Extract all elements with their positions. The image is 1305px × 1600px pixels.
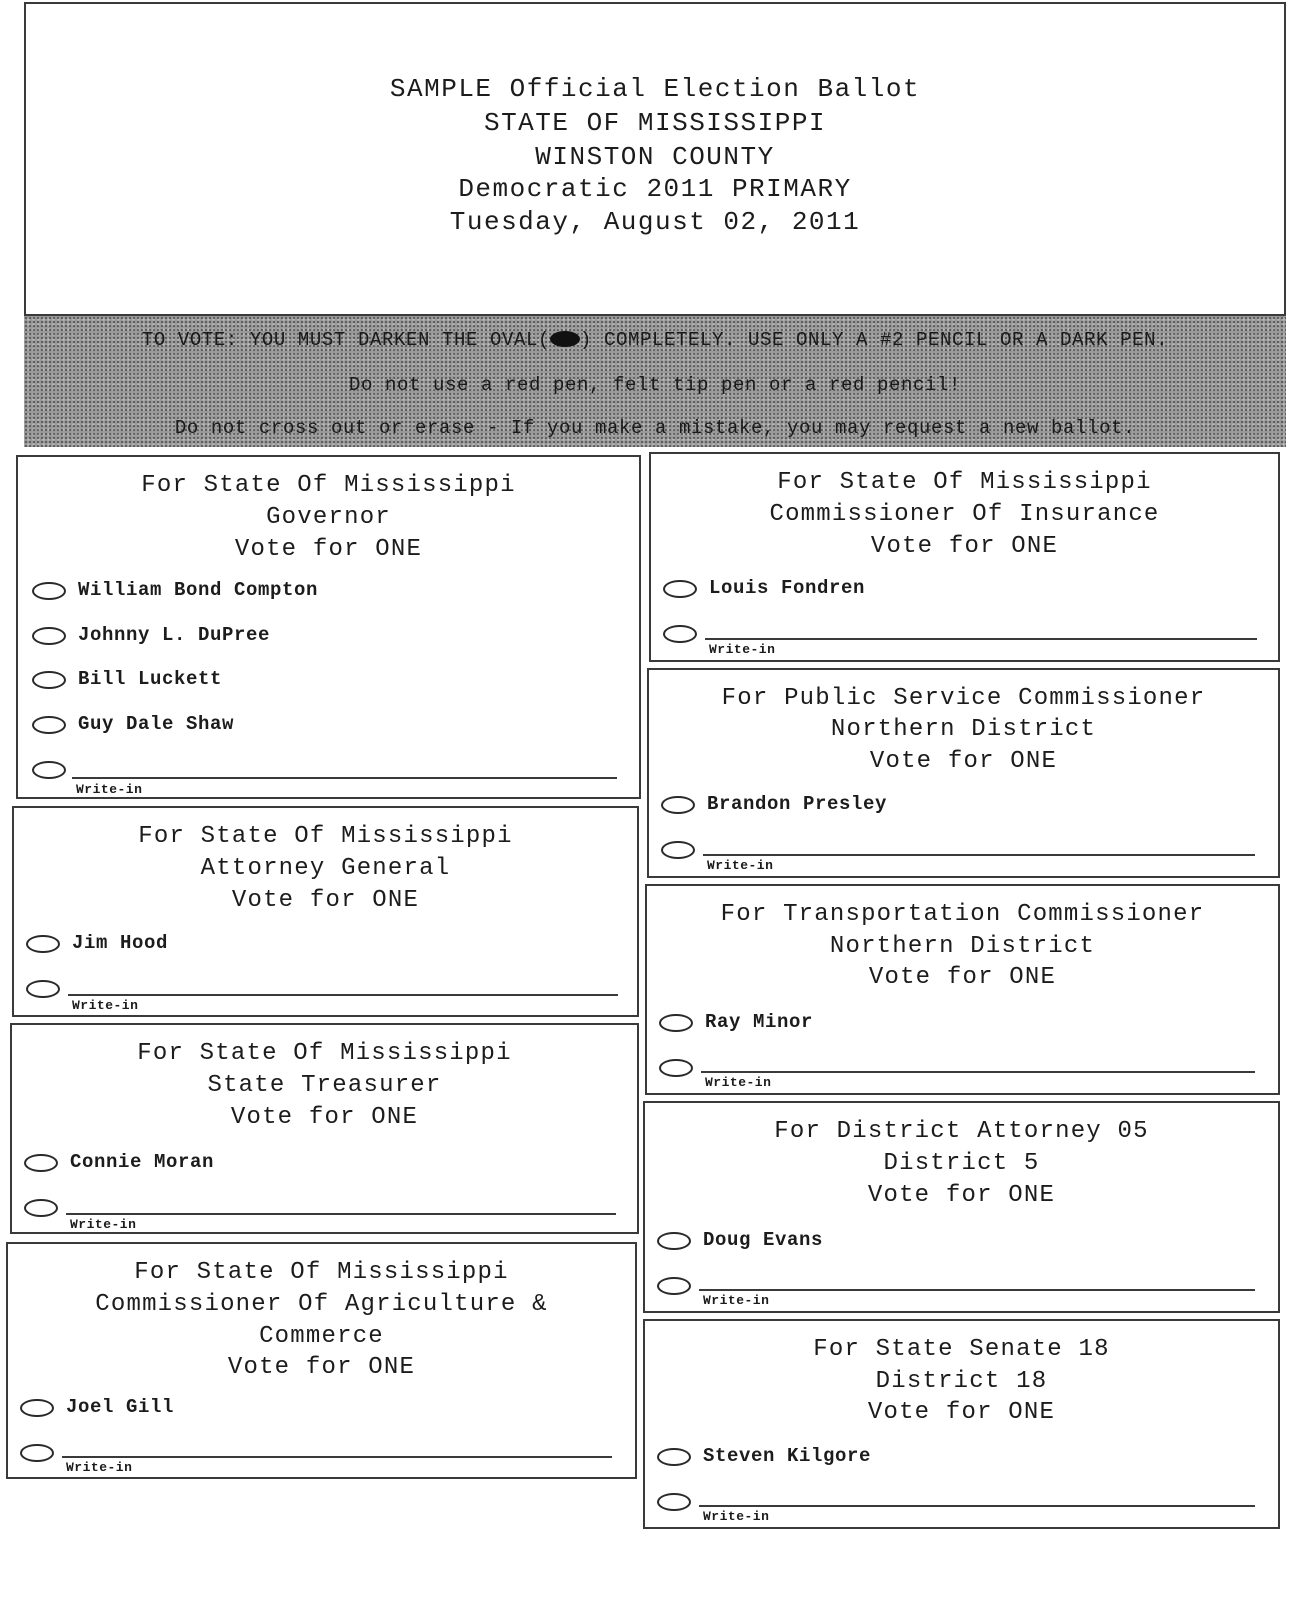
candidate-name: Ray Minor: [705, 1011, 814, 1033]
write-in-field[interactable]: [68, 994, 618, 996]
race-vote-instruction: Vote for ONE: [868, 964, 1057, 991]
write-in-oval[interactable]: [26, 980, 60, 998]
candidate-name: Joel Gill: [66, 1396, 175, 1418]
candidate-name: Doug Evans: [703, 1229, 824, 1251]
candidate-oval[interactable]: [657, 1448, 691, 1466]
write-in-field[interactable]: [703, 854, 1255, 856]
race-office: Attorney General: [200, 855, 451, 882]
instruction-line-1-start: TO VOTE: YOU MUST DARKEN THE OVAL(: [141, 329, 550, 351]
candidate-oval[interactable]: [659, 1014, 693, 1032]
race-title-line: For Transportation Commissioner: [720, 901, 1205, 928]
write-in-field[interactable]: [699, 1289, 1255, 1291]
race-office-continued: Commerce: [259, 1323, 384, 1350]
race-vote-instruction: Vote for ONE: [227, 1354, 416, 1381]
write-in-field[interactable]: [701, 1071, 1255, 1073]
race-vote-instruction: Vote for ONE: [867, 1182, 1056, 1209]
write-in-oval[interactable]: [657, 1493, 691, 1511]
race-state-treasurer: [10, 1023, 639, 1234]
race-attorney-general: [12, 806, 639, 1017]
candidate-oval[interactable]: [661, 796, 695, 814]
candidate-name: Steven Kilgore: [703, 1445, 872, 1467]
ballot-county: WINSTON COUNTY: [535, 142, 775, 172]
write-in-label: Write-in: [76, 782, 143, 797]
race-vote-instruction: Vote for ONE: [869, 748, 1058, 775]
candidate-oval[interactable]: [32, 671, 66, 689]
race-commissioner-insurance: [649, 452, 1280, 662]
ballot-header: [24, 2, 1286, 447]
candidate-oval[interactable]: [20, 1399, 54, 1417]
instruction-line-1: [24, 329, 1286, 351]
write-in-label: Write-in: [709, 642, 776, 657]
write-in-oval[interactable]: [659, 1059, 693, 1077]
instruction-line-3: Do not cross out or erase - If you make a mistake, you may request a new ballot.: [174, 417, 1136, 439]
race-office: Commissioner Of Agriculture &: [95, 1291, 548, 1318]
race-vote-instruction: Vote for ONE: [231, 887, 420, 914]
write-in-label: Write-in: [72, 998, 139, 1013]
candidate-oval[interactable]: [32, 716, 66, 734]
write-in-field[interactable]: [62, 1456, 612, 1458]
race-vote-instruction: Vote for ONE: [867, 1399, 1056, 1426]
instruction-line-1-end: ) COMPLETELY. USE ONLY A #2 PENCIL OR A DARK PEN.: [579, 329, 1169, 351]
race-office: District 18: [875, 1368, 1048, 1395]
race-title-line: For State Of Mississippi: [134, 1259, 509, 1286]
ballot-election: Democratic 2011 PRIMARY: [458, 174, 852, 204]
candidate-name: Jim Hood: [72, 932, 169, 954]
race-title-line: For Public Service Commissioner: [721, 685, 1206, 712]
candidate-name: Johnny L. DuPree: [78, 624, 271, 646]
ballot-date: Tuesday, August 02, 2011: [449, 207, 861, 237]
ballot-state: STATE OF MISSISSIPPI: [483, 108, 827, 138]
race-public-service-commissioner: [647, 668, 1280, 878]
race-commissioner-agriculture: [6, 1242, 637, 1479]
candidate-name: Bill Luckett: [78, 668, 223, 690]
race-title-line: For State Of Mississippi: [138, 823, 513, 850]
write-in-field[interactable]: [72, 777, 617, 779]
filled-oval-icon: [550, 331, 580, 347]
candidate-oval[interactable]: [26, 935, 60, 953]
race-office: District 5: [883, 1150, 1040, 1177]
race-office: Northern District: [830, 716, 1097, 743]
race-vote-instruction: Vote for ONE: [230, 1104, 419, 1131]
race-office: Commissioner Of Insurance: [769, 501, 1160, 528]
write-in-label: Write-in: [703, 1509, 770, 1524]
write-in-oval[interactable]: [661, 841, 695, 859]
race-title-line: For District Attorney 05: [774, 1118, 1149, 1145]
write-in-field[interactable]: [705, 638, 1257, 640]
candidate-oval[interactable]: [24, 1154, 58, 1172]
write-in-label: Write-in: [707, 858, 774, 873]
race-vote-instruction: Vote for ONE: [870, 533, 1059, 560]
candidate-oval[interactable]: [657, 1232, 691, 1250]
race-title-line: For State Of Mississippi: [141, 472, 516, 499]
race-state-senate: [643, 1319, 1280, 1529]
race-title-line: For State Of Mississippi: [137, 1040, 512, 1067]
write-in-label: Write-in: [70, 1217, 137, 1232]
race-title-line: For State Senate 18: [813, 1336, 1110, 1363]
write-in-label: Write-in: [66, 1460, 133, 1475]
candidate-name: Louis Fondren: [709, 577, 866, 599]
candidate-oval[interactable]: [32, 627, 66, 645]
write-in-oval[interactable]: [32, 761, 66, 779]
candidate-oval[interactable]: [32, 582, 66, 600]
candidate-name: Guy Dale Shaw: [78, 713, 235, 735]
race-office: Northern District: [829, 933, 1096, 960]
write-in-oval[interactable]: [663, 625, 697, 643]
race-governor: [16, 455, 641, 799]
race-transportation-commissioner: [645, 884, 1280, 1095]
write-in-label: Write-in: [705, 1075, 772, 1090]
instruction-line-2: Do not use a red pen, felt tip pen or a red pencil!: [348, 374, 962, 396]
write-in-oval[interactable]: [24, 1199, 58, 1217]
voting-instructions: [24, 314, 1286, 447]
race-office: Governor: [266, 504, 391, 531]
race-district-attorney: [643, 1101, 1280, 1313]
candidate-oval[interactable]: [663, 580, 697, 598]
write-in-label: Write-in: [703, 1293, 770, 1308]
write-in-field[interactable]: [699, 1505, 1255, 1507]
race-office: State Treasurer: [207, 1072, 442, 1099]
candidate-name: William Bond Compton: [78, 579, 319, 601]
write-in-oval[interactable]: [657, 1277, 691, 1295]
race-title-line: For State Of Mississippi: [777, 469, 1152, 496]
candidate-name: Connie Moran: [70, 1151, 215, 1173]
ballot-title: SAMPLE Official Election Ballot: [389, 74, 921, 104]
write-in-field[interactable]: [66, 1213, 616, 1215]
write-in-oval[interactable]: [20, 1444, 54, 1462]
candidate-name: Brandon Presley: [707, 793, 888, 815]
race-vote-instruction: Vote for ONE: [234, 536, 423, 563]
